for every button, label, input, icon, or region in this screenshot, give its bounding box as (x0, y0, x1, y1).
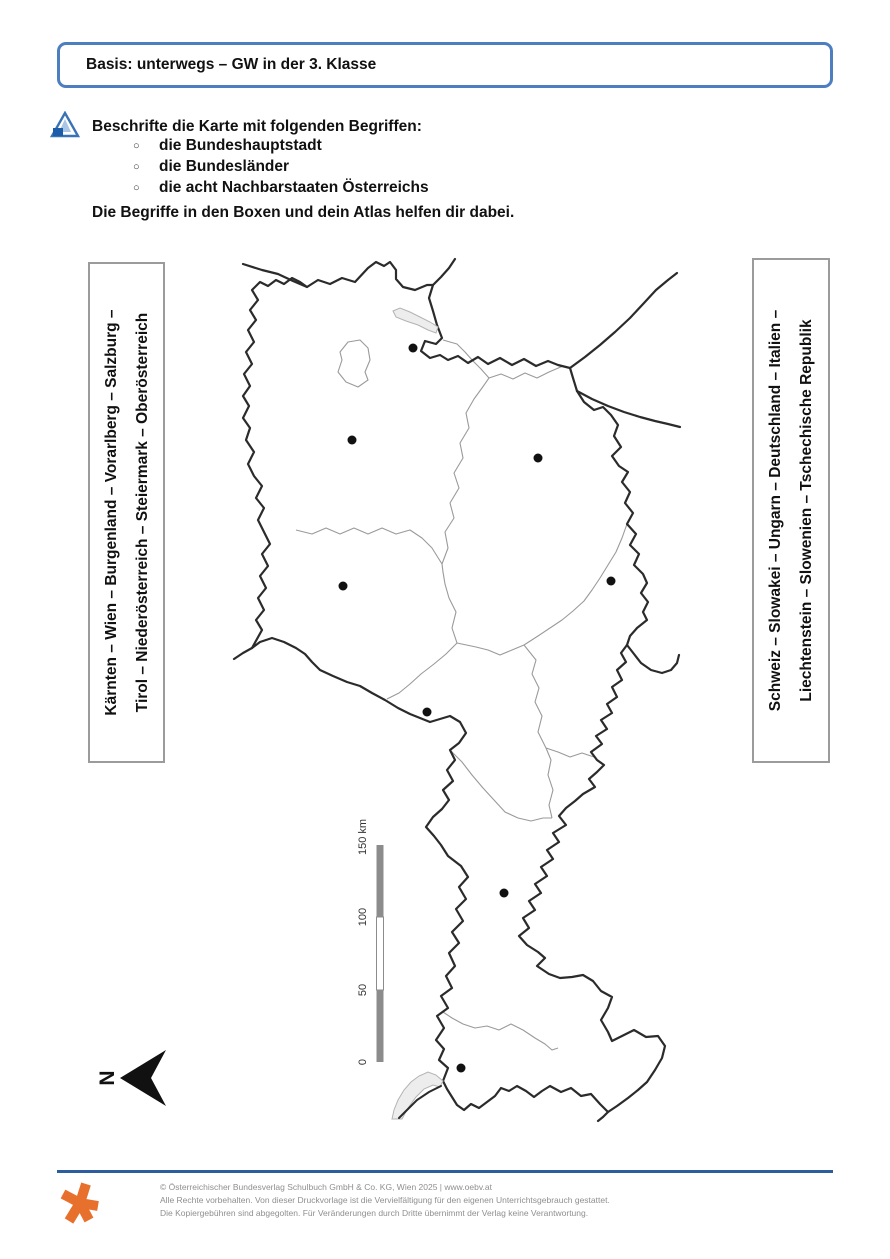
city-dot (607, 577, 616, 586)
scale-label-50: 50 (357, 983, 369, 997)
wordbox-left-line2: Tirol – Niederösterreich – Steiermark – Oberösterreich (133, 312, 151, 713)
bullet-circle-icon: ○ (133, 161, 140, 173)
north-label: N (96, 1070, 119, 1086)
bullet-circle-icon: ○ (133, 182, 140, 194)
wordbox-right-line2: Liechtenstein – Slowenien – Tschechische Republik (798, 319, 815, 702)
task-bullet-2-label: die Bundesländer (159, 158, 290, 175)
footer-line-3: Die Kopiergebühren sind abgegolten. Für Veränderungen durch Dritte übernimmt der Verlag keine Verantwortung. (160, 1208, 589, 1218)
footer-divider (57, 1170, 833, 1173)
wordbox-right-line1: Schweiz – Slowakei – Ungarn – Deutschland – Italien – (767, 309, 784, 712)
footer-line-1: © Österreichischer Bundesverlag Schulbuch GmbH & Co. KG, Wien 2025 | www.oebv.at (160, 1182, 492, 1192)
city-dot (409, 344, 418, 353)
page-title: Basis: unterwegs – GW in der 3. Klasse (86, 56, 377, 73)
city-dot (500, 889, 509, 898)
bullet-circle-icon: ○ (133, 140, 140, 152)
task-bullet-3-label: die acht Nachbarstaaten Österreichs (159, 179, 429, 196)
task-bullet-1-label: die Bundeshauptstadt (159, 137, 322, 154)
north-arrow (96, 1050, 166, 1106)
city-dot (423, 708, 432, 717)
scale-label-0: 0 (357, 1058, 369, 1066)
lake-bodensee (392, 1072, 443, 1119)
oebv-logo-icon (59, 1179, 103, 1229)
task-heading: Beschrifte die Karte mit folgenden Begriffen: (92, 118, 422, 135)
footer-line-2: Alle Rechte vorbehalten. Von dieser Druckvorlage ist die Vervielfältigung für den eigenen Unterrichtsgebrauch gestattet. (160, 1195, 610, 1205)
city-dot (457, 1064, 466, 1073)
task-note: Die Begriffe in den Boxen und dein Atlas helfen dir dabei. (92, 204, 515, 221)
wordbox-left-line1: Kärnten – Wien – Burgenland – Vorarlberg – Salzburg – (102, 309, 120, 716)
scale-label-150km: 150 km (357, 818, 369, 856)
scale-bar (357, 819, 384, 1065)
austria-outline-fill (243, 262, 665, 1112)
footer-copyright (160, 1181, 610, 1220)
scale-label-100: 100 (357, 907, 369, 927)
city-dot (348, 436, 357, 445)
city-dot (339, 582, 348, 591)
city-dot (534, 454, 543, 463)
north-arrow-icon (120, 1050, 166, 1106)
